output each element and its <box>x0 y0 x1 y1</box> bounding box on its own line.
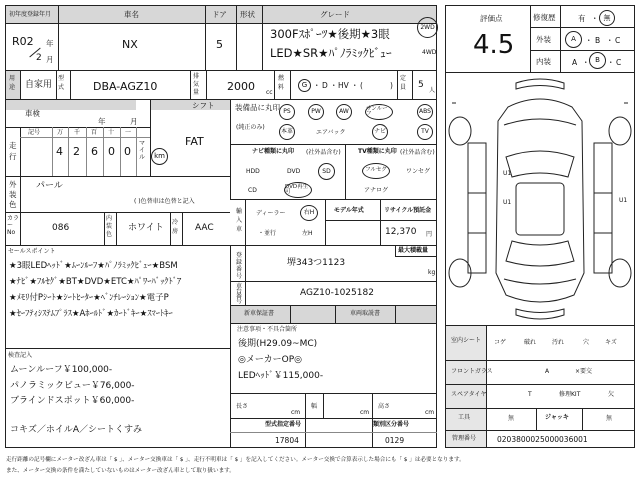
divider <box>86 127 87 176</box>
spare-kit: 修理KIT <box>559 391 581 398</box>
interior-condition-item: 破れ <box>524 339 537 346</box>
divider <box>262 5 263 70</box>
divider <box>103 127 104 176</box>
nav-hdd: HDD <box>246 168 260 175</box>
col-10: 十 <box>108 129 115 136</box>
divider <box>170 212 171 245</box>
color-no-label: カラーNo <box>7 215 20 236</box>
repair-yes: 有 <box>578 14 586 23</box>
category-value: 0129 <box>385 436 405 445</box>
maxload-label: 最大積載量 <box>398 247 429 254</box>
first-reg-month: 2 <box>36 53 42 63</box>
fuel-label: 燃料 <box>278 75 285 91</box>
tv-title: TV種類に丸印 <box>358 148 397 155</box>
car-diagram <box>446 73 634 325</box>
inspector-line: ブラインドスポット￥60,000- <box>10 396 135 406</box>
divider <box>68 127 69 176</box>
import-dealer: ディーラー <box>256 210 286 217</box>
divider <box>325 220 437 221</box>
spare-missing: 欠 <box>608 391 615 398</box>
model-label: 型式 <box>58 75 65 91</box>
footer-line: また、メーター交換の条件を満たしていないものはメーター改ざん車として取り扱います。 <box>6 468 235 474</box>
divider <box>335 305 336 323</box>
manual-label: 車両取説書 <box>350 310 381 317</box>
car-name-label: 車名 <box>124 10 139 19</box>
shift-label: シフト <box>192 101 215 110</box>
divider <box>20 127 21 176</box>
mileage-digit: 4 <box>56 145 63 158</box>
grade-line1: 300Fｽﾎﾟｰﾂ★後期★3眼 <box>270 27 390 41</box>
car-windshield <box>506 151 574 177</box>
door-label: ドア <box>212 10 227 19</box>
new-warranty-label: 新車保証書 <box>244 310 275 317</box>
exterior-grade-b: B <box>595 36 601 45</box>
divider <box>20 176 21 212</box>
type-spec-value: 17804 <box>275 436 299 445</box>
capacity-label: 定員 <box>400 75 407 91</box>
divider <box>530 27 635 28</box>
length-label: 長さ <box>236 403 249 410</box>
divider <box>5 127 150 128</box>
width-unit: cm <box>360 409 370 416</box>
damage-mark-u1-right: U1 <box>619 197 628 204</box>
divider <box>397 70 398 99</box>
equip-airbag: エアバック <box>316 129 346 136</box>
tv-subtitle: (社外品含む) <box>400 149 435 156</box>
equip-abs-circled: ABS <box>417 104 433 120</box>
exterior-grade-a-circled: A <box>565 31 582 48</box>
import-parallel: ・並行 <box>258 230 277 237</box>
fuel-sep3: ・ <box>351 81 359 90</box>
first-reg-era: R02 <box>12 35 34 48</box>
divider <box>323 393 324 418</box>
color-change-note: ( )色替車は色替と記入 <box>134 198 195 205</box>
repair-no-circled: 無 <box>599 10 615 26</box>
col-100: 百 <box>91 129 98 136</box>
exterior-grade-label: 外装 <box>536 35 551 44</box>
notes-title: 注意事項・不具合箇所 <box>237 326 298 333</box>
divider <box>5 212 230 213</box>
damage-mark-u1-left: U1 <box>503 199 512 206</box>
equip-ps-circled: PS <box>279 104 295 120</box>
windshield-a: A <box>545 368 550 375</box>
divider <box>245 199 246 245</box>
mileage-digit: 0 <box>108 145 115 158</box>
exterior-color-value: パール <box>36 181 63 191</box>
nav-sd-circled: SD <box>318 163 335 180</box>
first-reg-month-suffix: 月 <box>46 55 54 64</box>
handle-left: 左H <box>302 230 313 237</box>
recycle-label: リサイクル預託金 <box>384 207 432 214</box>
divider <box>205 5 206 70</box>
mgmt-label: 管理番号 <box>452 435 477 442</box>
divider <box>380 199 381 245</box>
spare-label: スペアタイヤ <box>451 391 487 398</box>
first-reg-year-suffix: 年 <box>46 39 54 48</box>
ac-value: AAC <box>195 223 214 233</box>
exterior-grade-c: C <box>615 36 621 45</box>
interior-condition-item: 汚れ <box>552 339 565 346</box>
divider <box>52 127 53 176</box>
equip-leather-circled: 本革 <box>279 124 295 140</box>
fuel-g-circled: G <box>298 79 311 92</box>
footer-line: 走行距離の記号欄にメーター改ざん車は「 $ 」、メーター交換車は「 $ 」、走行不明車は「 $ 」を記入してください。メーター交換で合算表示した場合にも「 $ 」は必要となります。 <box>6 457 465 463</box>
divider <box>236 5 237 70</box>
displacement-value: 2000 <box>227 80 255 93</box>
divider <box>230 199 437 200</box>
chassis-label: 車台番号 <box>236 283 243 305</box>
interior-grade-label: 内装 <box>536 57 551 66</box>
divider <box>445 430 635 431</box>
interior-condition-item: 穴 <box>583 339 590 346</box>
col-1k: 千 <box>74 129 81 136</box>
divider <box>5 176 230 177</box>
car-left-side <box>468 143 486 273</box>
divider <box>230 418 437 419</box>
divider <box>395 256 437 257</box>
divider <box>20 137 150 138</box>
unit-mile: マイル <box>139 140 146 161</box>
divider <box>305 393 306 448</box>
sales-title: セールスポイント <box>8 248 56 255</box>
divider <box>395 305 396 323</box>
fuel-sep2: ・ <box>330 81 338 90</box>
height-unit: cm <box>425 409 435 416</box>
equip-pw-circled: PW <box>308 104 324 120</box>
divider <box>245 245 246 305</box>
sales-line: ★ｾｰﾌﾃｨｼｽﾃﾑﾌﾟﾗｽ★Aﾎｰﾙﾄﾞ★ｶｰﾄﾞｷｰ★ｽﾏｰﾄｷｰ <box>9 309 173 319</box>
inspector-title: 検査記入 <box>8 352 33 359</box>
wheel-front-right <box>609 117 631 145</box>
divider <box>412 70 413 99</box>
jack-label: ジャッキ <box>545 414 569 421</box>
capacity-value: 5 <box>418 80 424 90</box>
notes-line: ◎メーカーOP◎ <box>238 355 303 365</box>
sales-line: ★ﾅﾋﾞ★ﾌﾙｾｸﾞ★BT★DVD★ETC★ﾊﾟﾜｰﾊﾞｯｸﾄﾞｱ <box>9 277 182 287</box>
nav-dvd-playback-circled: DVD再生可 <box>284 182 312 198</box>
fuel-hv: HV <box>338 81 349 90</box>
divider <box>325 199 326 245</box>
memo-label: 記号 <box>28 129 41 136</box>
divider <box>230 393 231 448</box>
divider <box>230 281 437 282</box>
category-label: 類別区分番号 <box>373 421 410 428</box>
inspector-footer: コキズ／ホイルA／シートくすみ <box>10 425 142 435</box>
fuel-d: D <box>322 81 328 90</box>
length-unit: cm <box>291 409 301 416</box>
handle-right-circled: 右H <box>300 205 318 221</box>
exterior-sep2: ・ <box>606 36 614 45</box>
grade-line2: LED★SR★ﾊﾟﾉﾗﾐｯｸﾋﾞｭｰ <box>270 46 392 60</box>
shape-label: 形状 <box>240 10 255 19</box>
displacement-label: 排気量 <box>193 73 200 96</box>
divider <box>104 212 105 245</box>
drive-2wd-circled: 2WD <box>417 17 438 38</box>
divider <box>136 127 137 176</box>
divider <box>230 432 437 433</box>
interior-sheet-label: 室内シート <box>451 337 482 344</box>
chassis-value: AGZ10-1025182 <box>300 288 374 298</box>
recycle-unit: 円 <box>426 231 433 238</box>
mileage-digit: 6 <box>91 145 98 158</box>
shift-value: FAT <box>185 135 204 148</box>
divider <box>116 212 117 245</box>
equip-tv-circled: TV <box>417 124 433 140</box>
divider <box>230 393 437 394</box>
divider <box>445 360 635 361</box>
divider <box>230 323 437 324</box>
divider <box>56 70 57 99</box>
car-trunk-line <box>504 279 576 284</box>
equip-nav-circled: ナビ <box>372 124 388 140</box>
divider <box>290 305 291 323</box>
divider <box>530 50 635 51</box>
divider <box>445 408 635 409</box>
first-reg-label: 初年度登録年月 <box>9 11 52 18</box>
inspection-year-unit: 年 <box>98 117 106 126</box>
shift-label-bg <box>150 100 230 110</box>
fuel-paren-open: ( <box>360 81 363 90</box>
jack-value: 無 <box>606 415 613 422</box>
divider <box>58 5 59 70</box>
reg-no-label: 登録番号 <box>236 252 243 280</box>
divider <box>560 5 561 72</box>
divider <box>345 144 346 199</box>
nav-cd: CD <box>248 187 257 194</box>
tools-value: 無 <box>508 415 515 422</box>
unit-km-circled: km <box>151 148 168 165</box>
car-name: NX <box>122 38 138 51</box>
travel-label: 走行 <box>9 141 17 161</box>
exterior-color-label: 外装色 <box>9 180 17 209</box>
reg-no-value: 堺343つ1123 <box>287 258 346 268</box>
windshield-label: フロントガラス <box>451 368 493 375</box>
divider <box>206 70 207 99</box>
color-no-value: 086 <box>52 223 70 233</box>
inspector-line: ムーンルーフ￥100,000- <box>10 365 113 375</box>
kg-unit: kg <box>428 269 436 276</box>
sales-line: ★3眼LEDﾍｯﾄﾞ★ﾑｰﾝﾙｰﾌ★ﾊﾟﾉﾗﾐｯｸﾋﾞｭｰ★BSM <box>9 261 178 271</box>
divider <box>582 408 583 430</box>
car-roof <box>516 183 564 235</box>
interior-condition-item: コゲ <box>494 339 507 346</box>
fuel-paren-close: ) <box>390 81 393 90</box>
damage-mark-u1-front: U1 <box>503 170 512 177</box>
inspection-month-unit: 月 <box>130 117 138 126</box>
equip-aw-circled: AW <box>336 104 352 120</box>
equipment-subtitle: (純正のみ) <box>236 124 265 131</box>
divider <box>150 99 151 176</box>
divider <box>20 212 21 245</box>
nav-subtitle: (社外品含む) <box>306 149 341 156</box>
interior-grade-a: A <box>572 58 578 67</box>
interior-color-value: ホワイト <box>128 223 164 233</box>
divider <box>230 245 437 246</box>
width-label: 幅 <box>311 403 318 410</box>
score-label: 評価点 <box>480 14 503 23</box>
divider <box>190 70 191 99</box>
tools-label: 工具 <box>458 414 471 421</box>
tv-analog: アナログ <box>364 187 389 194</box>
usage-label: 用途 <box>9 75 16 91</box>
mileage-digit: 0 <box>124 145 131 158</box>
spare-t: T <box>528 391 532 398</box>
divider <box>120 127 121 176</box>
divider <box>290 70 291 99</box>
fuel-sep1: ・ <box>313 81 321 90</box>
equipment-title: 装備品に丸印 <box>235 103 280 112</box>
inspection-label: 車検 <box>25 109 40 118</box>
interior-condition-item: キズ <box>605 339 617 346</box>
interior-grade-c: C <box>616 58 622 67</box>
front-bumper <box>516 79 564 89</box>
equip-sunroof-circled: サンルーフ <box>365 104 393 120</box>
notes-line: 後期(H29.09~MC) <box>238 339 318 349</box>
divider <box>230 144 437 145</box>
height-label: 高さ <box>378 403 391 410</box>
divider <box>230 99 231 199</box>
windshield-replace: ×要交 <box>575 368 593 375</box>
interior-sep1: ・ <box>582 58 590 67</box>
drive-4wd: 4WD <box>422 49 437 56</box>
wheel-front-left <box>449 117 471 145</box>
nav-title: ナビ種類に丸印 <box>252 148 295 155</box>
interior-color-label: 内装色 <box>106 215 113 238</box>
import-label: 輸入車 <box>236 208 243 233</box>
divider <box>5 245 230 246</box>
repair-sep: ・ <box>591 14 599 23</box>
capacity-unit: 人 <box>429 87 436 94</box>
mgmt-number: 0203800025000036001 <box>497 435 588 444</box>
model-value: DBA-AGZ10 <box>93 80 158 93</box>
col-1: 一 <box>125 129 132 136</box>
inspector-line: パノラミックビュー￥76,000- <box>10 381 135 391</box>
grade-label: グレード <box>320 10 350 19</box>
type-spec-label: 型式指定番号 <box>265 421 302 428</box>
car-hood-line <box>504 119 576 125</box>
score-value: 4.5 <box>473 30 515 60</box>
col-10k: 万 <box>57 129 64 136</box>
ac-label: 冷房 <box>172 219 179 235</box>
door-count: 5 <box>216 38 223 51</box>
rear-bumper <box>516 309 564 319</box>
notes-line: LEDﾍｯﾄﾞ￥115,000- <box>238 371 324 381</box>
divider <box>5 23 437 24</box>
divider <box>274 70 275 99</box>
divider <box>5 348 230 349</box>
cc-unit: cc <box>266 89 273 96</box>
divider <box>182 212 183 245</box>
exterior-sep1: ・ <box>585 36 593 45</box>
car-rear-window <box>506 241 574 266</box>
tv-oneseg: ワンセグ <box>406 168 431 175</box>
divider <box>395 245 396 256</box>
usage-value: 自家用 <box>25 80 53 90</box>
divider <box>20 70 21 99</box>
divider <box>445 384 635 385</box>
car-right-side <box>594 143 612 273</box>
interior-grade-b-circled: B <box>589 52 606 69</box>
divider <box>230 245 231 393</box>
model-year-label: モデル年式 <box>334 207 364 214</box>
sales-line: ★ﾒﾓﾘ付Pｼｰﾄ★ｼｰﾄﾋｰﾀｰ★ﾍﾞﾝﾁﾚｰｼｮﾝ★電子P <box>9 293 169 303</box>
tv-fullseg-circled: フルセグ <box>362 163 390 179</box>
divider <box>530 5 531 72</box>
interior-sep2: ・ <box>607 58 615 67</box>
divider <box>536 408 537 430</box>
mileage-digit: 2 <box>73 145 80 158</box>
divider <box>70 70 71 99</box>
repair-label: 修復歴 <box>533 13 556 22</box>
nav-dvd: DVD <box>287 168 301 175</box>
recycle-amount: 12,370 <box>385 227 417 237</box>
